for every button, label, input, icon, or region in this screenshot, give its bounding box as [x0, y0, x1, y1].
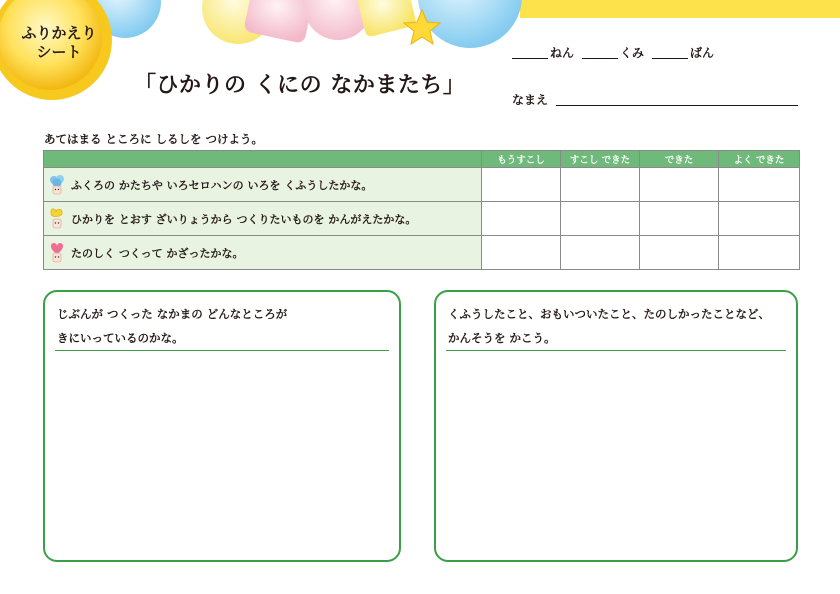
header-blank [44, 151, 482, 168]
year-field[interactable] [512, 58, 548, 59]
panel-question-line2: かんそうを かこう。 [448, 331, 556, 345]
yellow-square [355, 0, 417, 38]
row-item-1 [44, 168, 482, 202]
panel-question [448, 302, 770, 350]
row-item-2 [44, 202, 482, 236]
name-field[interactable] [556, 105, 798, 106]
panel-question-line2: きにいっているのかな。 [57, 331, 184, 345]
number-label: ばん [690, 46, 715, 60]
self-assessment-table [43, 150, 800, 270]
instructions: あてはまる ところに しるしを つけよう。 [44, 132, 264, 146]
table-row [44, 236, 800, 270]
rating-cell[interactable] [482, 236, 561, 270]
panel-question [57, 302, 287, 350]
blue-creature-icon [47, 174, 67, 196]
name-label: なまえ [512, 93, 549, 107]
rating-cell[interactable] [561, 168, 640, 202]
rating-cell[interactable] [640, 202, 719, 236]
rating-cell[interactable] [719, 202, 800, 236]
row-label: たのしく つくって かざったかな。 [71, 246, 244, 260]
header-decoration [0, 0, 840, 130]
rating-cell[interactable] [719, 168, 800, 202]
table-row [44, 202, 800, 236]
pink-heart-creature-icon [47, 242, 67, 264]
rating-cell[interactable] [482, 202, 561, 236]
col-header-somewhat-done: すこし できた [561, 151, 640, 168]
panel-divider [55, 350, 389, 351]
group-label: くみ [620, 46, 645, 60]
group-field[interactable] [582, 58, 618, 59]
badge-title-line1: ふりかえり [21, 24, 97, 42]
rating-cell[interactable] [719, 236, 800, 270]
rating-cell[interactable] [640, 168, 719, 202]
col-header-a-little-more: もうすこし [482, 151, 561, 168]
rating-cell[interactable] [640, 236, 719, 270]
col-header-done: できた [640, 151, 719, 168]
table-header-row [44, 151, 800, 168]
panel-divider [446, 350, 786, 351]
row-label: ふくろの かたちや いろセロハンの いろを くふうしたかな。 [71, 178, 373, 192]
number-field[interactable] [652, 58, 688, 59]
badge-title-line2: シート [36, 43, 82, 61]
panel-question-line1: くふうしたこと、おもいついたこと、たのしかったことなど、 [448, 307, 770, 321]
yellow-creature-icon [47, 208, 67, 230]
row-item-3 [44, 236, 482, 270]
year-label: ねん [550, 46, 575, 60]
panel-question-line1: じぶんが つくった なかまの どんなところが [57, 307, 288, 321]
rating-cell[interactable] [561, 236, 640, 270]
favorite-part-panel[interactable] [43, 290, 401, 562]
page-title: 「ひかりの くにの なかまたち」 [134, 73, 466, 98]
table-row [44, 168, 800, 202]
row-label: ひかりを とおす ざいりょうから つくりたいものを かんがえたかな。 [71, 212, 417, 226]
rating-cell[interactable] [482, 168, 561, 202]
impressions-panel[interactable] [434, 290, 798, 562]
rating-cell[interactable] [561, 202, 640, 236]
col-header-well-done: よく できた [719, 151, 800, 168]
